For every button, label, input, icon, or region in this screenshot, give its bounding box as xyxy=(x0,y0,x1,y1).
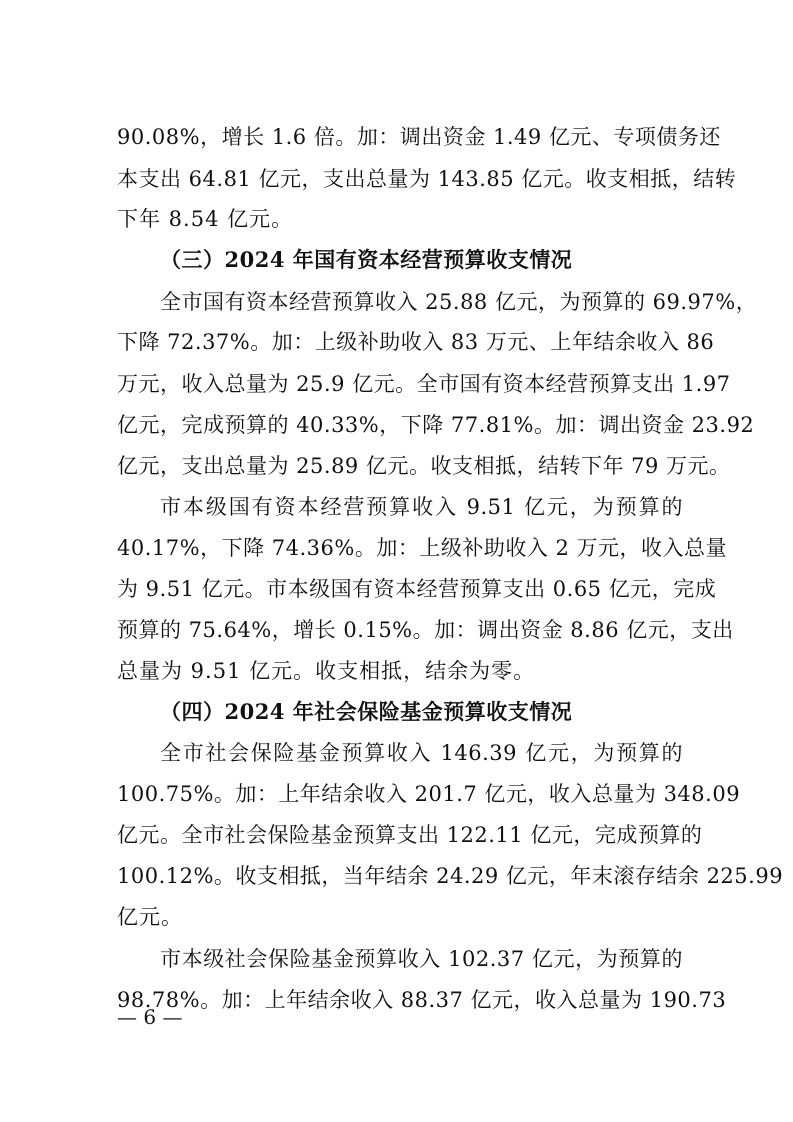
paragraph-line: 亿元。全市社会保险基金预算支出 122.11 亿元，完成预算的 xyxy=(117,823,703,847)
paragraph-line: 总量为 9.51 亿元。收支相抵，结余为零。 xyxy=(117,659,536,683)
paragraph-line: 100.12%。收支相抵，当年结余 24.29 亿元，年末滚存结余 225.99 xyxy=(117,864,784,888)
paragraph-line: 亿元，支出总量为 25.89 亿元。收支相抵，结转下年 79 万元。 xyxy=(117,454,731,478)
section-heading-3: （三）2024 年国有资本经营预算收支情况 xyxy=(160,247,573,272)
paragraph-line: 预算的 75.64%，增长 0.15%。加：调出资金 8.86 亿元，支出 xyxy=(117,618,734,642)
paragraph-line: 全市国有资本经营预算收入 25.88 亿元，为预算的 69.97%， xyxy=(160,290,758,314)
paragraph-line: 市本级国有资本经营预算收入 9.51 亿元，为预算的 xyxy=(160,495,683,519)
paragraph-line: 98.78%。加：上年结余收入 88.37 亿元，收入总量为 190.73 xyxy=(117,988,727,1012)
paragraph-line: 100.75%。加：上年结余收入 201.7 亿元，收入总量为 348.09 xyxy=(117,782,741,806)
paragraph-line: 市本级社会保险基金预算收入 102.37 亿元，为预算的 xyxy=(160,947,683,971)
paragraph-line: 亿元。 xyxy=(117,905,183,929)
paragraph-line: 全市社会保险基金预算收入 146.39 亿元，为预算的 xyxy=(160,741,683,765)
paragraph-line: 亿元，完成预算的 40.33%，下降 77.81%。加：调出资金 23.92 xyxy=(117,413,755,437)
paragraph-line: 本支出 64.81 亿元，支出总量为 143.85 亿元。收支相抵，结转 xyxy=(117,167,737,191)
paragraph-line: 40.17%，下降 74.36%。加：上级补助收入 2 万元，收入总量 xyxy=(117,536,728,560)
paragraph-line: 为 9.51 亿元。市本级国有资本经营预算支出 0.65 亿元，完成 xyxy=(117,577,717,601)
paragraph-line: 90.08%，增长 1.6 倍。加：调出资金 1.49 亿元、专项债务还 xyxy=(117,125,721,149)
paragraph-line: 下年 8.54 亿元。 xyxy=(117,207,294,231)
page-number: — 6 — xyxy=(117,1005,183,1029)
paragraph-line: 万元，收入总量为 25.9 亿元。全市国有资本经营预算支出 1.97 xyxy=(117,372,731,396)
paragraph-line: 下降 72.37%。加：上级补助收入 83 万元、上年结余收入 86 xyxy=(117,330,715,354)
section-heading-4: （四）2024 年社会保险基金预算收支情况 xyxy=(160,699,573,724)
